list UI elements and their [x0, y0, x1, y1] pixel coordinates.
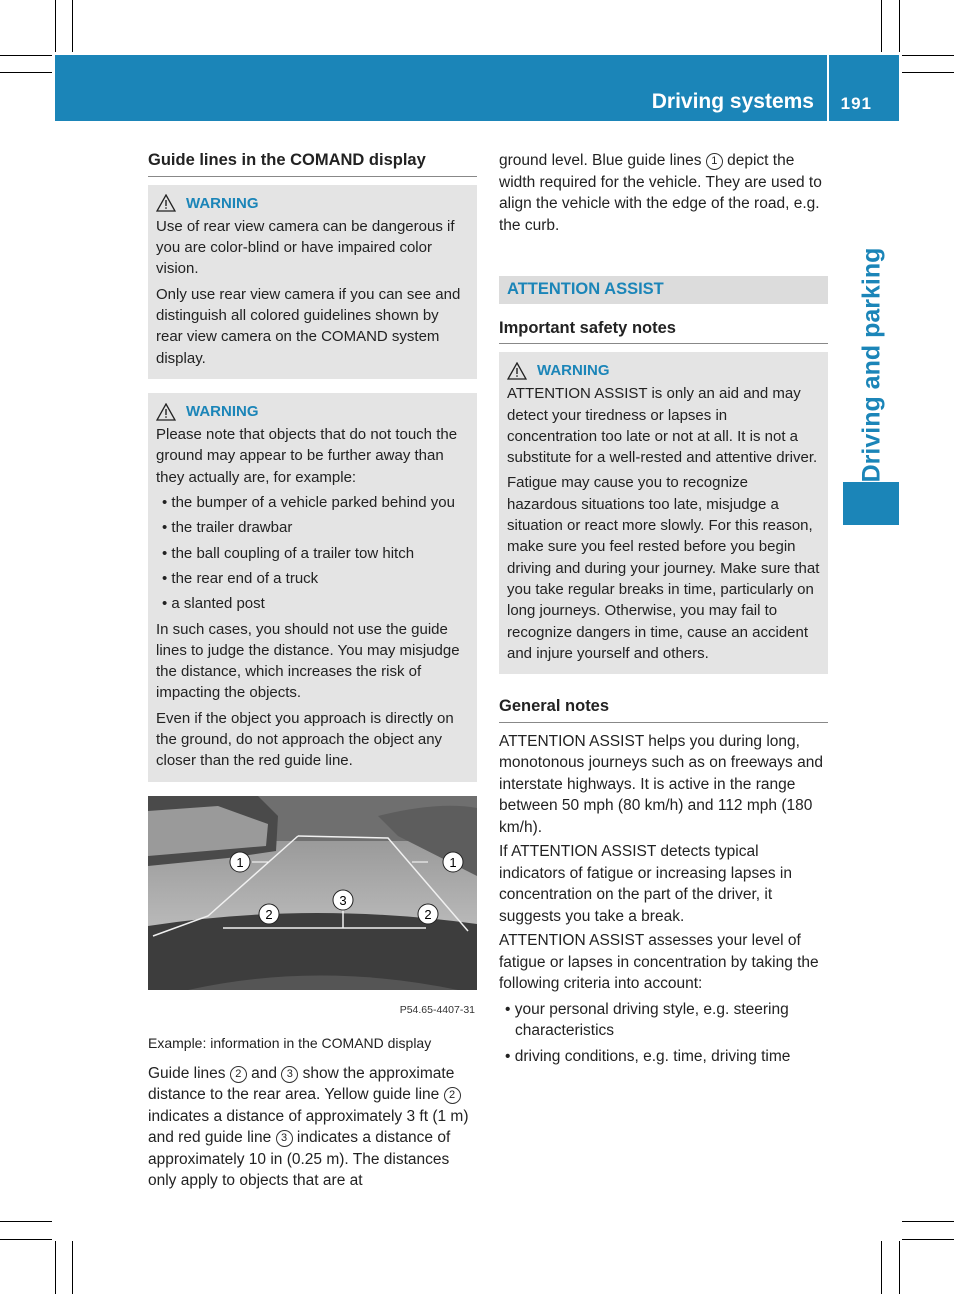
header-bar: [55, 55, 899, 121]
callout-number: 2: [230, 1066, 247, 1083]
crop-mark: [899, 1241, 900, 1294]
warning-text: Use of rear view camera can be dangerous if you are color-blind or have impaired color vision.: [156, 217, 455, 278]
crop-mark: [899, 0, 900, 52]
warning-triangle-icon: [507, 362, 527, 380]
crop-mark: [72, 0, 73, 52]
warning-text: In such cases, you should not use the guide lines to judge the distance. You may misjudge the distance, which increases the risk of impacting the objects.: [156, 620, 460, 702]
warning-text: Fatigue may cause you to recognize hazardous situations too late, misjudge a situation or react more slowly. For this reason, make sure you feel rested before you begin driving and during your journey. Make sure that you take regular breaks in time, particularly on long journeys. Otherwise, you may fail to recognize dangers in time, cause an accident and injure yourself and others.: [507, 474, 820, 662]
bullet-list: [499, 999, 828, 1068]
subsection-heading: General notes: [499, 696, 828, 723]
figure-caption: Example: information in the COMAND display: [148, 1035, 432, 1052]
figure-reference: P54.65-4407-31: [399, 1003, 475, 1016]
warning-text: Only use rear view camera if you can see and distinguish all colored guidelines shown by rear view camera on the COMAND system display.: [156, 285, 461, 367]
svg-text:2: 2: [424, 906, 432, 922]
list-item: • driving conditions, e.g. time, driving time: [499, 1046, 828, 1068]
warning-box: [499, 352, 828, 674]
paragraph: ATTENTION ASSIST helps you during long, monotonous journeys such as on freeways and interstate highways. It is active in the range between 50 mph (80 km/h) and 112 mph (180 km/h).: [499, 732, 823, 836]
svg-text:1: 1: [449, 854, 457, 870]
warning-text: ATTENTION ASSIST is only an aid and may detect your tiredness or lapses in concentration too late or not at all. It is not a substitute for a well-rested and attentive driver.: [507, 385, 818, 467]
warning-header: [156, 193, 469, 214]
text-run: depict the width required for the vehicle. They are used to align the vehicle with the edge of the road, e.g. the curb.: [499, 152, 822, 234]
callout-2-left: [259, 904, 279, 924]
warning-box: [148, 185, 477, 379]
crop-mark: [0, 72, 52, 73]
text-run: show the approximate distance to the rear area. Yellow guide line: [148, 1064, 455, 1104]
svg-text:1: 1: [236, 854, 244, 870]
list-item: • the rear end of a truck: [156, 568, 469, 589]
text-run: indicates a distance of approximately 3 ft (1 m) and red guide line: [148, 1107, 469, 1147]
callout-3: [333, 890, 353, 910]
svg-text:2: 2: [265, 906, 273, 922]
warning-label: WARNING: [186, 402, 259, 420]
camera-view-illustration: [148, 796, 477, 990]
callout-number: 3: [281, 1066, 298, 1083]
paragraph: If ATTENTION ASSIST detects typical indicators of fatigue or increasing lapses in concentration on the part of the driver, it suggests you take a break.: [499, 843, 792, 925]
text-run: Guide lines: [148, 1064, 226, 1082]
crop-mark: [881, 0, 882, 52]
callout-number: 3: [276, 1130, 293, 1147]
header-divider: [827, 55, 829, 121]
list-item: • the bumper of a vehicle parked behind you: [156, 492, 469, 513]
warning-text: Please note that objects that do not touch the ground may appear to be further away than they actually are, for example:: [156, 426, 458, 486]
crop-mark: [55, 0, 56, 52]
paragraph: [148, 1063, 477, 1192]
crop-mark: [0, 55, 52, 56]
section-heading: ATTENTION ASSIST: [499, 276, 828, 304]
paragraph: ATTENTION ASSIST assesses your level of fatigue or lapses in concentration by taking the following criteria into account:: [499, 932, 819, 993]
warning-triangle-icon: [156, 403, 176, 421]
chapter-tab-marker: [843, 482, 899, 525]
crop-mark: [881, 1241, 882, 1294]
warning-triangle-icon: [156, 194, 176, 212]
list-item: • a slanted post: [156, 593, 469, 614]
crop-mark: [902, 55, 954, 56]
list-item: • the trailer drawbar: [156, 517, 469, 538]
text-run: ground level. Blue guide lines: [499, 152, 702, 169]
crop-mark: [902, 1221, 954, 1222]
warning-header: [507, 360, 820, 381]
warning-header: [156, 401, 469, 422]
list-item: • your personal driving style, e.g. steering characteristics: [499, 999, 828, 1042]
crop-mark: [55, 1241, 56, 1294]
list-item: • the ball coupling of a trailer tow hitch: [156, 543, 469, 564]
left-column: [148, 150, 477, 1195]
callout-1-right: [443, 852, 463, 872]
callout-1-left: [230, 852, 250, 872]
paragraph: [499, 150, 828, 236]
warning-label: WARNING: [186, 194, 259, 212]
callout-number: 1: [706, 153, 723, 170]
warning-box: [148, 393, 477, 782]
svg-text:3: 3: [339, 892, 347, 908]
body-text: [148, 1063, 477, 1192]
warning-text: Even if the object you approach is directly on the ground, do not approach the object any closer than the red guide line.: [156, 709, 454, 770]
callout-number: 2: [444, 1087, 461, 1104]
crop-mark: [902, 1239, 954, 1240]
body-text: [499, 731, 828, 1068]
crop-mark: [72, 1241, 73, 1294]
camera-display-photo: [148, 796, 477, 990]
body-text: [499, 150, 828, 236]
callout-2-right: [418, 904, 438, 924]
text-run: indicates a distance of approximately 10 in (0.25 m). The distances only apply to objects that are at: [148, 1129, 451, 1190]
crop-mark: [0, 1221, 52, 1222]
subsection-heading: Guide lines in the COMAND display: [148, 150, 477, 177]
chapter-tab-label: Driving and parking: [857, 247, 886, 483]
subsection-heading: Important safety notes: [499, 318, 828, 345]
bullet-list: [156, 492, 469, 614]
crop-mark: [902, 72, 954, 73]
warning-label: WARNING: [537, 362, 610, 379]
crop-mark: [0, 1239, 52, 1240]
text-run: and: [251, 1064, 278, 1082]
page-number: 191: [840, 94, 872, 113]
right-column: [499, 150, 828, 1071]
section-title: Driving systems: [651, 90, 814, 113]
